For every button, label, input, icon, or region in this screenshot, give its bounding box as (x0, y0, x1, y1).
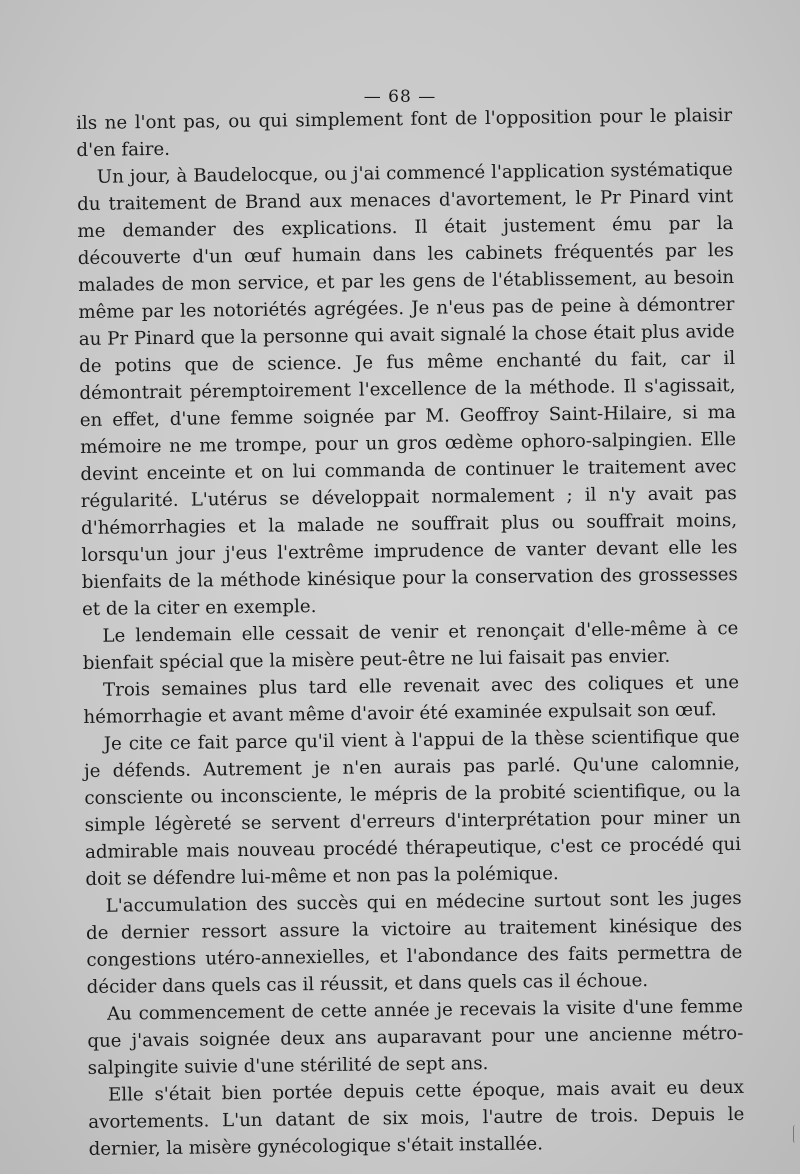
paragraph: Trois semaines plus tard elle revenait avec des coliques et une hémorrhagie et avant même d'avoir été examinée expulsait son œuf. (83, 671, 740, 728)
body-text (76, 102, 745, 1163)
paragraph: Le lendemain elle cessait de venir et renonçait d'elle-même à ce bienfait spécial que la misère peut-être ne lui faisait pas envier. (82, 617, 739, 674)
paragraph: Elle s'était bien portée depuis cette époque, mais avait eu deux avortements. L'un datant de six mois, l'autre de trois. Depuis le dernier, la misère gynécologique s'était installée. (88, 1076, 745, 1160)
paragraph: Au commencement de cette année je recevais la visite d'une femme que j'avais soignée deux ans auparavant pour une ancienne métro-salpingite suivie d'une stérilité de sept ans. (87, 995, 744, 1079)
page-edge-mark (793, 1125, 798, 1143)
paragraph: Un jour, à Baudelocque, ou j'ai commencé l'application systématique du traitement de Brand aux menaces d'avortement, le Pr Pinard vint me demander des explications. Il était justement ému par la découverte d'un œuf humain dans les cabinets fréquentés par les malades de mon service, et par les gens de l'établissement, au besoin même par les notoriétés agrégées. Je n'eus pas de peine à démontrer au Pr Pinard que la personne qui avait signalé la chose était plus avide de potins que de science. Je fus même enchanté du fait, car il démontrait péremptoirement l'excellence de la méthode. Il s'agissait, en effet, d'une femme soignée par M. Geoffroy Saint-Hilaire, si ma mémoire ne me trompe, pour un gros œdème ophoro-salpingien. Elle devint enceinte et on lui commanda de continuer le traitement avec régularité. L'utérus se développait normalement ; il n'y avait pas d'hémorrhagies et la malade ne souffrait plus ou souffrait moins, lorsqu'un jour j'eus l'extrême imprudence de vanter devant elle les bienfaits de la méthode kinésique pour la conservation des grossesses et de la citer en exemple. (77, 158, 738, 620)
paragraph: L'accumulation des succès qui en médecine surtout sont les juges de dernier ressort assure la victoire au traitement kinésique des congestions utéro-annexielles, et l'abondance des faits permettra de décider dans quels cas il réussit, et dans quels cas il échoue. (85, 887, 743, 998)
page-number: — 68 — (363, 87, 437, 107)
paragraph: Je cite ce fait parce qu'il vient à l'appui de la thèse scientifique que je défends. Autrement je n'en aurais pas parlé. Qu'une calomnie, consciente ou inconsciente, le mépris de la probité scientifique, ou la simple légèreté se servent d'erreurs d'interprétation pour miner un admirable mais nouveau procédé thérapeutique, c'est ce procédé qui doit se défendre lui-même et non pas la polémique. (83, 725, 742, 890)
paragraph: ils ne l'ont pas, ou qui simplement font de l'opposition pour le plaisir d'en faire. (76, 104, 733, 161)
